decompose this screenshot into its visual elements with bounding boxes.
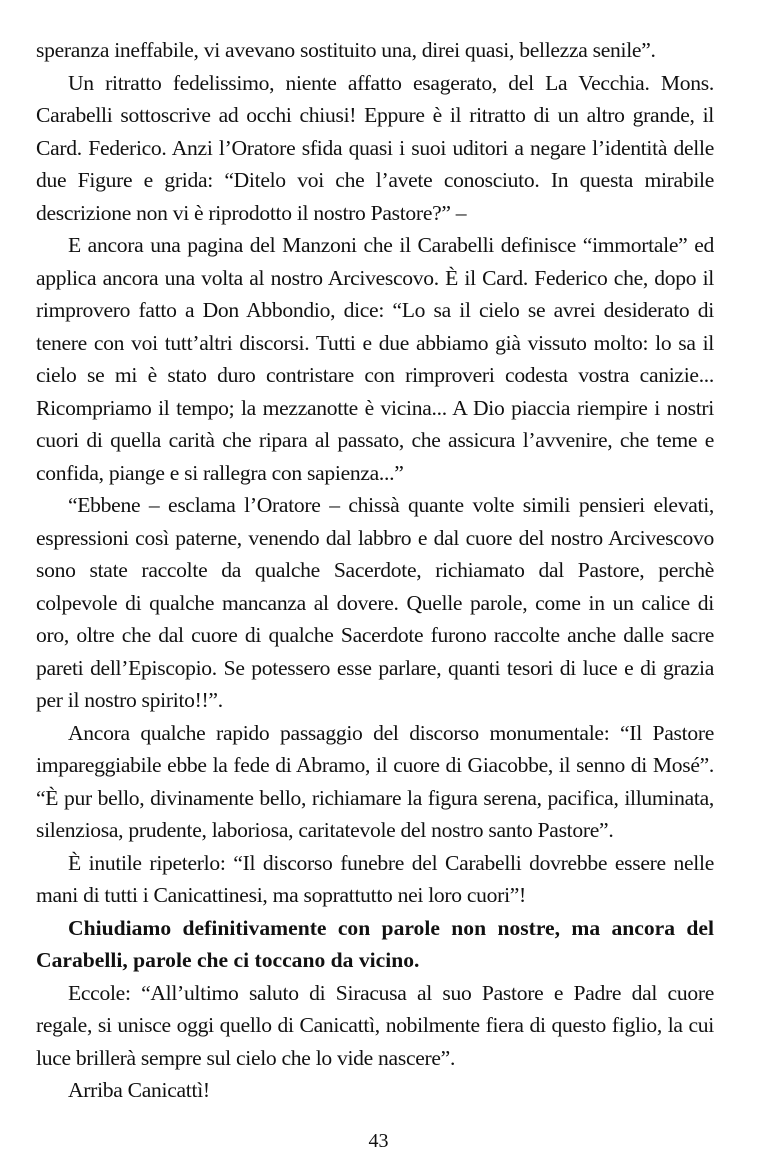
paragraph-continuation: speranza ineffabile, vi avevano sostituito una, direi quasi, bellezza senile”.	[36, 38, 656, 62]
paragraph-eccole: Eccole: “All’ultimo saluto di Siracusa al suo Pastore e Padre dal cuore regale, si unisce oggi quello di Canicattì, nobilmente fiera di questo figlio, la cui luce brillerà sempre sul cielo che lo vide nascere”.	[36, 980, 714, 1070]
paragraph-inutile: È inutile ripeterlo: “Il discorso funebre del Carabelli dovrebbe essere nelle mani di tutti i Canicattinesi, ma soprattutto nei loro cuori”!	[36, 850, 714, 907]
paragraph-oratore: “Ebbene – esclama l’Oratore – chissà quante volte simili pensieri elevati, espressioni così paterne, venendo dal labbro e dal cuore del nostro Arcivescovo sono state raccolte da qualche Sacerdote, richiamato dal Pastore, perchè colpevole di qualche mancanza al dovere. Quelle parole, come in un calice di oro, oltre che dal cuore di qualche Sacerdote furono raccolte anche dalle sacre pareti dell’Episcopio. Se potessero esse parlare, quanti tesori di luce e di grazia per il nostro spirito!!”.	[36, 493, 714, 712]
paragraph-discorso: Ancora qualche rapido passaggio del discorso monumentale: “Il Pastore impareggiabile ebbe la fede di Abramo, il cuore di Giacobbe, il senno di Mosé”. “È pur bello, divinamente bello, richiamare la figura serena, pacifica, illuminata, silenziosa, prudente, laboriosa, caritatevole del nostro santo Pastore”.	[36, 720, 714, 842]
paragraph-portrait: Un ritratto fedelissimo, niente affatto esagerato, del La Vecchia. Mons. Carabelli sottoscrive ad occhi chiusi! Eppure è il ritratto di un altro grande, il Card. Federico. Anzi l’Oratore sfida quasi i suoi uditori a negare l’identità delle due Figure e grida: “Ditelo voi che l’avete conosciuto. In questa mirabile descrizione non vi è riprodotto il nostro Pastore?” –	[36, 70, 714, 225]
page-number: 43	[368, 1130, 389, 1152]
paragraph-bold-closing: Chiudiamo definitivamente con parole non nostre, ma ancora del Carabelli, parole che ci toccano da vicino.	[36, 915, 714, 972]
paragraph-manzoni: E ancora una pagina del Manzoni che il Carabelli definisce “immortale” ed applica ancora una volta al nostro Arcivescovo. È il Card. Federico che, dopo il rimprovero fatto a Don Abbondio, dice: “Lo sa il cielo se avrei desiderato di tenere con voi tutt’altri discorsi. Tutti e due abbiamo già vissuto molto: lo sa il cielo se mi è stato duro contristare con rimproveri codesta vostra canizie... Ricompriamo il tempo; la mezzanotte è vicina... A Dio piaccia riempire i nostri cuori di quella carità che ripara al passato, che assicura l’avvenire, che teme e confida, piange e si rallegra con sapienza...”	[36, 233, 714, 485]
paragraph-arriba: Arriba Canicattì!	[68, 1078, 210, 1102]
body-text	[36, 34, 714, 1107]
